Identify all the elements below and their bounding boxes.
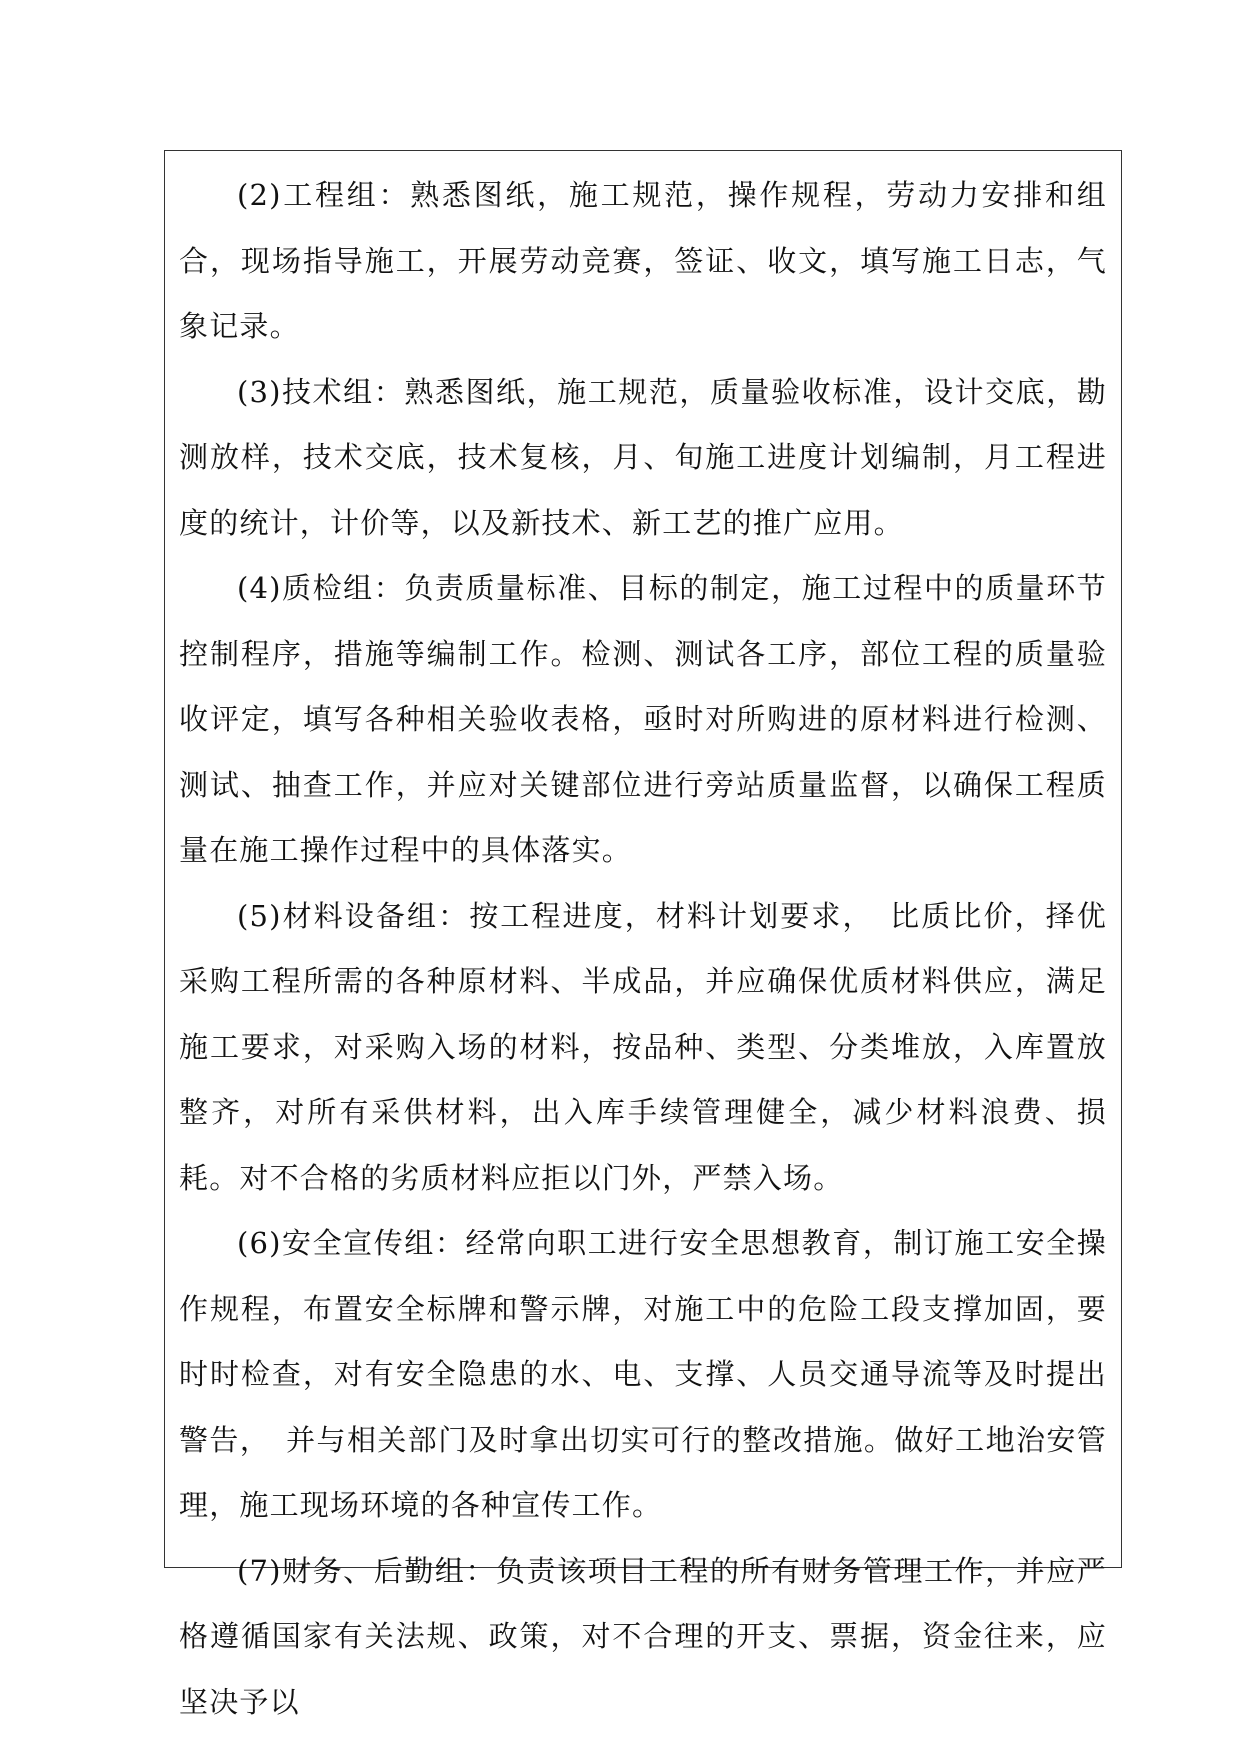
paragraph-engineering-group: (2)工程组：熟悉图纸，施工规范，操作规程，劳动力安排和组合，现场指导施工，开展劳动竞赛，签证、收文，填写施工日志，气象记录。 — [179, 178, 1107, 343]
paragraph-finance-logistics-group: (7)财务、后勤组：负责该项目工程的所有财务管理工作，并应严格遵循国家有关法规、政策，对不合理的开支、票据，资金往来，应坚决予以 — [179, 1553, 1107, 1719]
paragraph-technical-group: (3)技术组：熟悉图纸，施工规范，质量验收标准，设计交底，勘测放样，技术交底，技术复核，月、旬施工进度计划编制，月工程进度的统计，计价等，以及新技术、新工艺的推广应用。 — [179, 374, 1107, 540]
bordered-text-frame — [164, 150, 1122, 1719]
paragraph-materials-equipment-group: (5)材料设备组：按工程进度，材料计划要求， 比质比价，择优采购工程所需的各种原材料、半成品，并应确保优质材料供应，满足施工要求，对采购入场的材料，按品种、类型、分类堆放，入库置放整齐，对所有采供材料，出入库手续管理健全，减少材料浪费、损耗。对不合格的劣质材料应拒以门外，严禁入场。 — [179, 898, 1107, 1195]
paragraph-safety-publicity-group: (6)安全宣传组：经常向职工进行安全思想教育，制订施工安全操作规程，布置安全标牌和警示牌，对施工中的危险工段支撑加固，要时时检查，对有安全隐患的水、电、支撑、人员交通导流等及时提出警告， 并与相关部门及时拿出切实可行的整改措施。做好工地治安管理，施工现场环境的各种宣传工作。 — [179, 1226, 1107, 1522]
paragraph-quality-inspection-group: (4)质检组：负责质量标准、目标的制定，施工过程中的质量环节控制程序，措施等编制工作。检测、测试各工序，部位工程的质量验收评定，填写各种相关验收表格，亟时对所购进的原材料进行检测、测试、抽查工作，并应对关键部位进行旁站质量监督，以确保工程质量在施工操作过程中的具体落实。 — [179, 571, 1107, 867]
